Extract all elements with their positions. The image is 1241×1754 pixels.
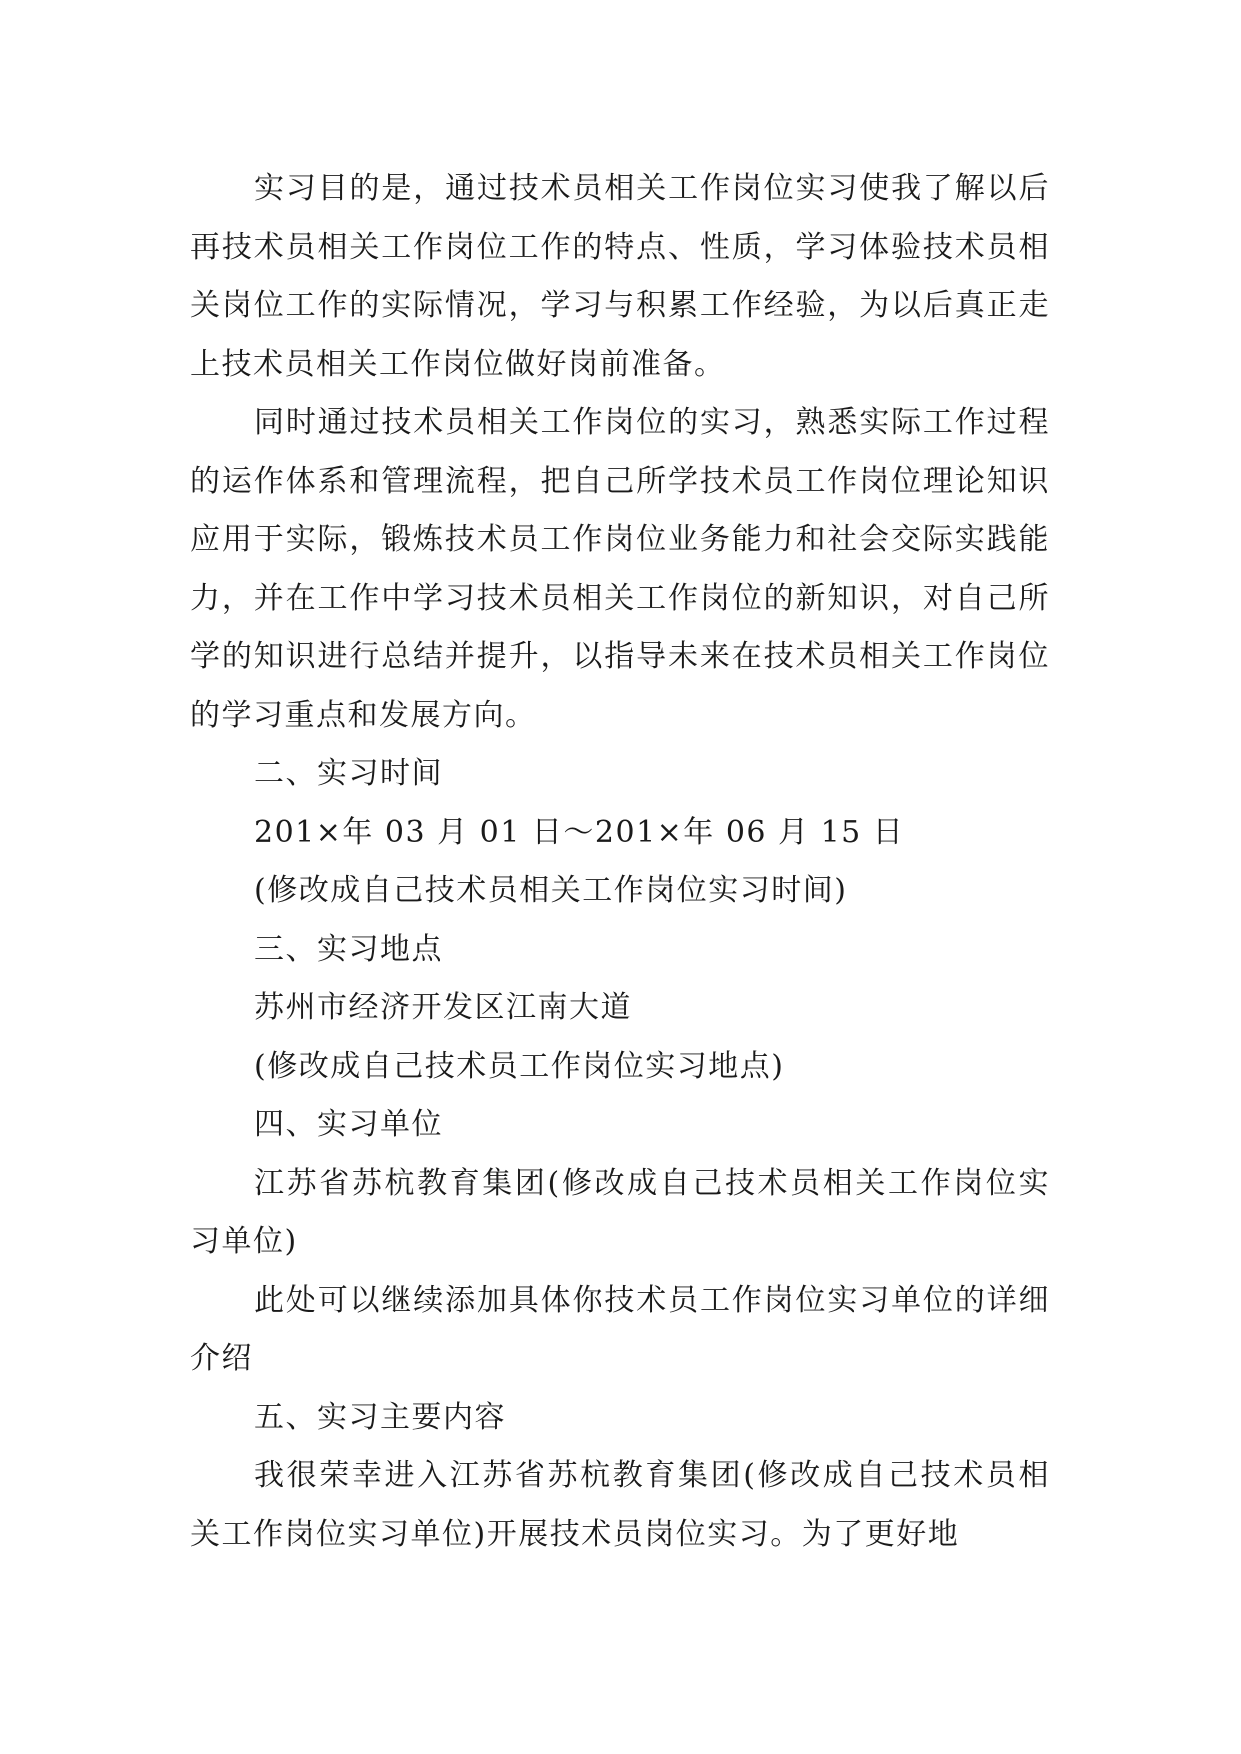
section-heading-time: 二、实习时间 — [254, 756, 443, 791]
paragraph-purpose: 实习目的是，通过技术员相关工作岗位实习使我了解以后再技术员相关工作岗位工作的特点、性质，学习体验技术员相关岗位工作的实际情况，学习与积累工作经验，为以后真正走上技术员相关工作岗位做好岗前准备。 — [190, 171, 1050, 382]
internship-place: 苏州市经济开发区江南大道 — [254, 990, 632, 1025]
internship-place-note: (修改成自己技术员工作岗位实习地点) — [254, 1048, 785, 1084]
internship-unit-note: 此处可以继续添加具体你技术员工作岗位实习单位的详细介绍 — [190, 1282, 1050, 1376]
paragraph-content: 我很荣幸进入江苏省苏杭教育集团(修改成自己技术员相关工作岗位实习单位)开展技术员岗位实习。为了更好地 — [190, 1458, 1050, 1552]
paragraph-goals: 同时通过技术员相关工作岗位的实习，熟悉实际工作过程的运作体系和管理流程，把自己所学技术员工作岗位理论知识应用于实际，锻炼技术员工作岗位业务能力和社会交际实践能力，并在工作中学习技术员相关工作岗位的新知识，对自己所学的知识进行总结并提升，以指导未来在技术员相关工作岗位的学习重点和发展方向。 — [190, 405, 1050, 733]
internship-time-note: (修改成自己技术员相关工作岗位实习时间) — [254, 873, 848, 908]
internship-dates: 201×年 03 月 01 日～201×年 06 月 15 日 — [254, 814, 905, 850]
section-heading-content: 五、实习主要内容 — [254, 1399, 506, 1435]
internship-unit: 江苏省苏杭教育集团(修改成自己技术员相关工作岗位实习单位) — [190, 1165, 1050, 1259]
document-body — [190, 160, 1050, 1564]
section-heading-place: 三、实习地点 — [254, 931, 443, 967]
section-heading-unit: 四、实习单位 — [254, 1107, 443, 1142]
